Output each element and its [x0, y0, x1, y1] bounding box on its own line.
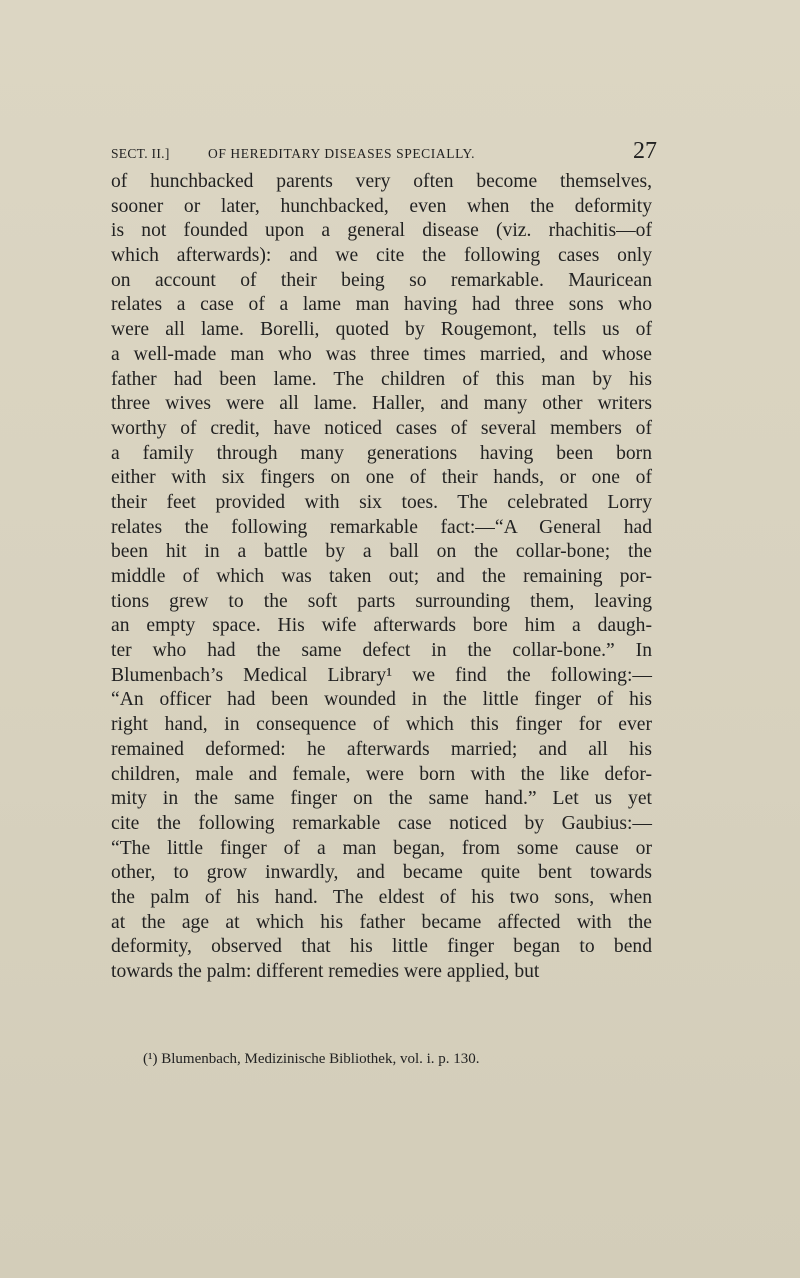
- text-line: three wives were all lame. Haller, and many other writers: [111, 393, 652, 415]
- text-line: a well-made man who was three times married, and whose: [111, 343, 652, 365]
- text-line: a family through many generations having been born: [111, 442, 652, 464]
- text-line: an empty space. His wife afterwards bore him a daugh-: [111, 615, 652, 637]
- text-line: worthy of credit, have noticed cases of several members of: [111, 417, 652, 439]
- text-line: remained deformed: he afterwards married; and all his: [111, 738, 652, 760]
- footnote: (¹) Blumenbach, Medizinische Bibliothek, vol. i. p. 130.: [143, 1051, 480, 1067]
- text-line: “The little finger of a man began, from some cause or: [111, 837, 652, 859]
- text-line: middle of which was taken out; and the remaining por-: [111, 566, 652, 587]
- text-line: been hit in a battle by a ball on the collar-bone; the: [111, 541, 652, 563]
- text-line: relates a case of a lame man having had three sons who: [111, 294, 652, 316]
- text-line: children, male and female, were born with the like defor-: [111, 763, 652, 785]
- text-line: other, to grow inwardly, and became quite bent towards: [111, 862, 652, 884]
- running-title: OF HEREDITARY DISEASES SPECIALLY.: [208, 146, 476, 161]
- page-number: 27: [633, 138, 657, 164]
- text-line: right hand, in consequence of which this finger for ever: [111, 714, 652, 736]
- text-line: their feet provided with six toes. The celebrated Lorry: [111, 491, 652, 513]
- text-line: tions grew to the soft parts surrounding them, leaving: [111, 590, 652, 612]
- text-line: either with six fingers on one of their hands, or one of: [111, 467, 652, 489]
- text-line: cite the following remarkable case noticed by Gaubius:—: [111, 812, 652, 834]
- text-line: relates the following remarkable fact:—“A General had: [111, 516, 652, 538]
- text-line: sooner or later, hunchbacked, even when the deformity: [111, 195, 652, 217]
- text-line: is not founded upon a general disease (viz. rhachitis—of: [111, 220, 652, 242]
- text-line: at the age at which his father became affected with the: [111, 911, 652, 933]
- text-line: mity in the same finger on the same hand.” Let us yet: [111, 788, 652, 810]
- text-line: which afterwards): and we cite the following cases only: [111, 245, 652, 267]
- running-header: [111, 138, 657, 167]
- text-line: Blumenbach’s Medical Library¹ we find the following:—: [111, 664, 652, 686]
- text-line: father had been lame. The children of this man by his: [111, 368, 652, 390]
- text-line: of hunchbacked parents very often become themselves,: [111, 171, 652, 192]
- body-text: [111, 170, 652, 985]
- text-line: towards the palm: different remedies were applied, but: [111, 961, 540, 982]
- text-line: were all lame. Borelli, quoted by Rougemont, tells us of: [111, 319, 652, 341]
- text-line: the palm of his hand. The eldest of his two sons, when: [111, 886, 652, 908]
- text-line: deformity, observed that his little finger began to bend: [111, 936, 652, 958]
- text-line: ter who had the same defect in the collar-bone.” In: [111, 640, 652, 662]
- text-line: “An officer had been wounded in the little finger of his: [111, 689, 652, 711]
- section-label: SECT. II.]: [111, 146, 170, 161]
- text-line: on account of their being so remarkable. Mauricean: [111, 269, 652, 291]
